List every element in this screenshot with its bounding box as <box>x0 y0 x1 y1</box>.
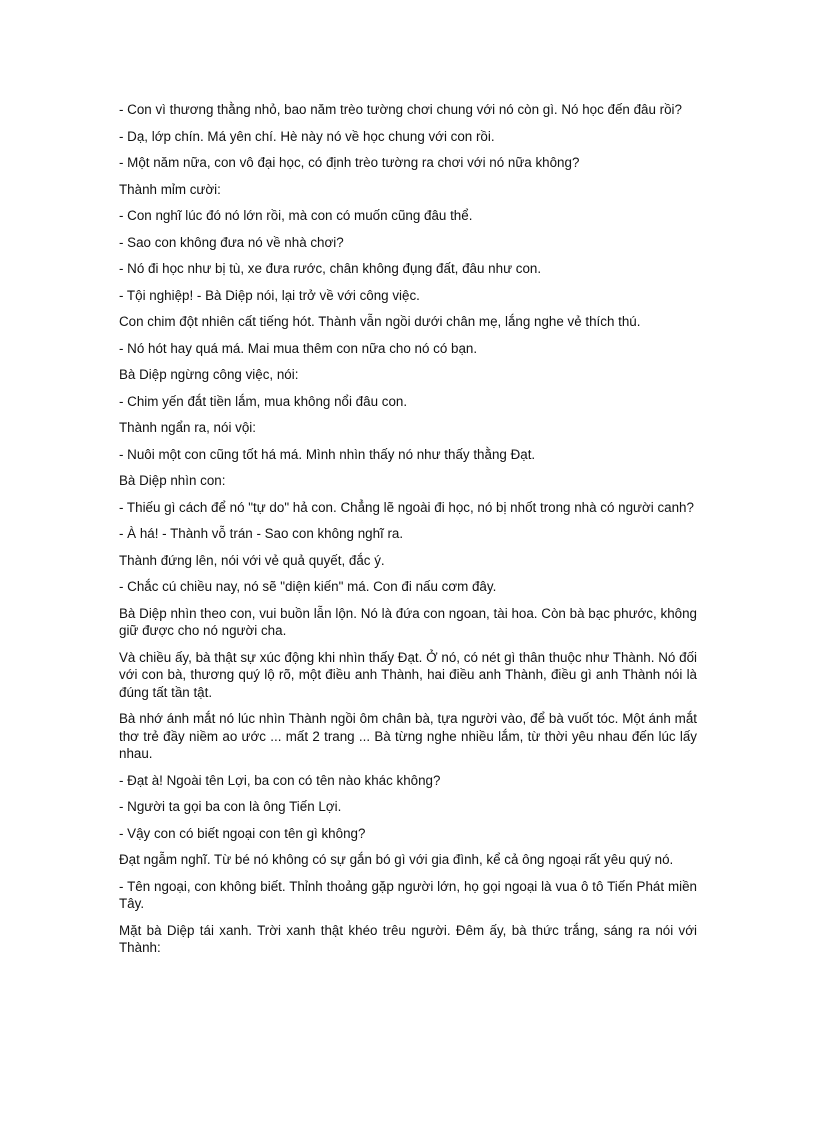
paragraph: Con chim đột nhiên cất tiếng hót. Thành vẫn ngồi dưới chân mẹ, lắng nghe vẻ thích thú. <box>119 314 641 329</box>
paragraph: - Nuôi một con cũng tốt há má. Mình nhìn thấy nó như thấy thằng Đạt. <box>119 446 536 462</box>
paragraph: - Dạ, lớp chín. Má yên chí. Hè này nó về học chung với con rồi. <box>119 128 495 144</box>
paragraph: - Chắc cú chiều nay, nó sẽ "diện kiến" má. Con đi nấu cơm đây. <box>119 579 497 594</box>
paragraph: Thành ngẩn ra, nói vội: <box>119 420 256 435</box>
paragraph: - Thiếu gì cách để nó "tự do" hả con. Chẳng lẽ ngoài đi học, nó bị nhốt trong nhà có người canh? <box>119 499 694 515</box>
paragraph: Thành mỉm cười: <box>119 181 221 197</box>
paragraph: - Con nghĩ lúc đó nó lớn rồi, mà con có muốn cũng đâu thể. <box>119 208 473 223</box>
paragraph: - Đạt à! Ngoài tên Lợi, ba con có tên nào khác không? <box>119 772 441 788</box>
paragraph: Bà Diệp nhìn theo con, vui buồn lẫn lộn. Nó là đứa con ngoan, tài hoa. Còn bà bạc phước, không giữ được cho nó người cha. <box>119 605 697 638</box>
paragraph: - Con vì thương thằng nhỏ, bao năm trèo tường chơi chung với nó còn gì. Nó học đến đâu rồi? <box>119 102 682 117</box>
paragraph: Mặt bà Diệp tái xanh. Trời xanh thật khéo trêu người. Đêm ấy, bà thức trắng, sáng ra nói với Thành: <box>119 922 697 955</box>
paragraph: - Tên ngoại, con không biết. Thỉnh thoảng gặp người lớn, họ gọi ngoại là vua ô tô Tiến Phát miền Tây. <box>119 878 697 911</box>
paragraph: - Nó hót hay quá má. Mai mua thêm con nữa cho nó có bạn. <box>119 340 478 356</box>
paragraph: - Chim yến đắt tiền lắm, mua không nổi đâu con. <box>119 393 408 409</box>
paragraph: Bà Diệp ngừng công việc, nói: <box>119 367 299 382</box>
paragraph: - Vậy con có biết ngoại con tên gì không? <box>119 825 366 841</box>
paragraph: Bà nhớ ánh mắt nó lúc nhìn Thành ngồi ôm chân bà, tựa người vào, để bà vuốt tóc. Một ánh mắt thơ trẻ đầy niềm ao ước ... mất 2 trang ... Bà từng nghe nhiều lắm, từ thời yêu nhau đến lúc lấy nhau. <box>119 711 697 761</box>
paragraph: - À há! - Thành vỗ trán - Sao con không nghĩ ra. <box>119 526 404 541</box>
paragraph: - Tội nghiệp! - Bà Diệp nói, lại trở về với công việc. <box>119 287 420 303</box>
paragraph: Thành đứng lên, nói với vẻ quả quyết, đắc ý. <box>119 552 385 568</box>
document-page <box>119 101 697 966</box>
paragraph: - Nó đi học như bị tù, xe đưa rước, chân không đụng đất, đâu như con. <box>119 261 542 276</box>
paragraph: Bà Diệp nhìn con: <box>119 473 226 488</box>
paragraph: - Người ta gọi ba con là ông Tiến Lợi. <box>119 799 342 814</box>
paragraph: Và chiều ấy, bà thật sự xúc động khi nhìn thấy Đạt. Ở nó, có nét gì thân thuộc như Thành. Nó đối với con bà, thương quý lộ rõ, một điều anh Thành, hai điều anh Thành, điều gì anh Thành nói là đúng tất tần tật. <box>119 649 697 700</box>
paragraph: Đạt ngẫm nghĩ. Từ bé nó không có sự gắn bó gì với gia đình, kể cả ông ngoại rất yêu quý nó. <box>119 852 674 867</box>
paragraph: - Một năm nữa, con vô đại học, có định trèo tường ra chơi với nó nữa không? <box>119 155 580 170</box>
paragraph: - Sao con không đưa nó về nhà chơi? <box>119 234 344 250</box>
